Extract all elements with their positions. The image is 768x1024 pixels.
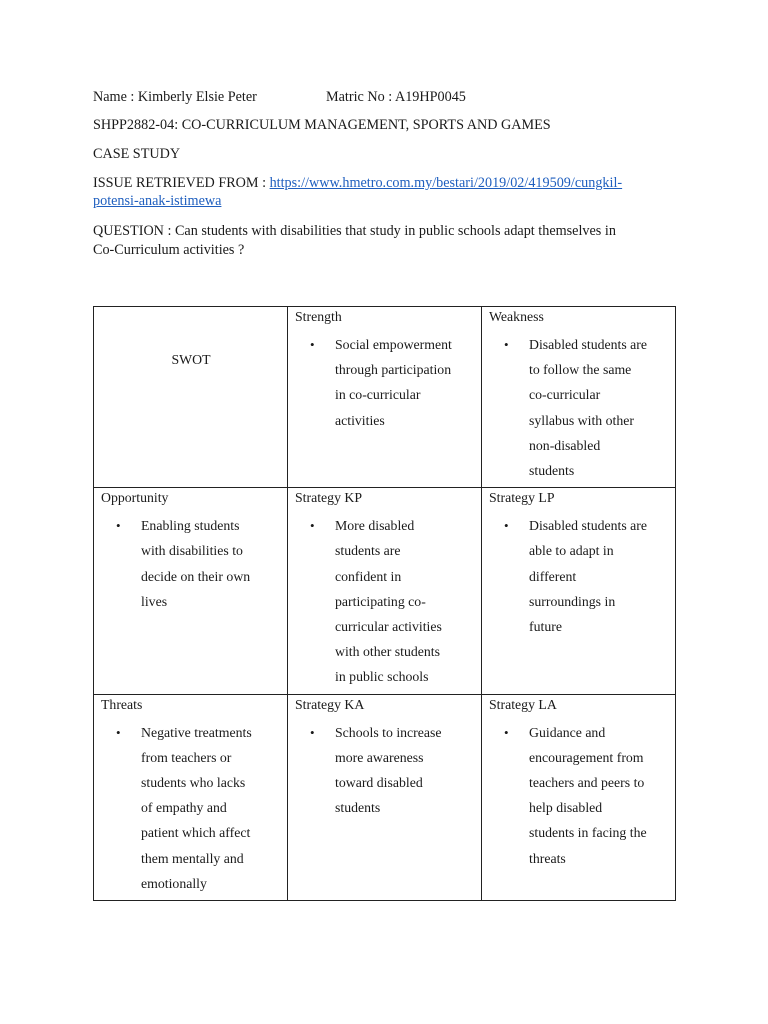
- issue-source-line-2: [93, 192, 221, 211]
- list-item: [489, 720, 669, 871]
- list-line: encouragement from: [529, 749, 644, 765]
- name-text: Name : Kimberly Elsie Peter: [93, 89, 257, 105]
- weakness-cell: [482, 307, 676, 488]
- list-line: Enabling students: [141, 518, 240, 534]
- list-line: more awareness: [335, 749, 424, 765]
- case-study-heading: CASE STUDY: [93, 146, 181, 162]
- list-line: in co-curricular: [335, 387, 421, 403]
- list-line: with other students: [335, 644, 440, 660]
- list-line: confident in: [335, 568, 402, 584]
- opportunity-cell: [94, 488, 288, 694]
- weakness-title: Weakness: [489, 309, 544, 324]
- student-name: [93, 88, 257, 107]
- list-line: with disabilities to: [141, 543, 243, 559]
- weakness-list: [489, 332, 669, 483]
- list-item: [489, 513, 669, 639]
- list-line: students: [335, 800, 381, 816]
- list-item: [295, 332, 475, 433]
- swot-row-header: [94, 307, 676, 488]
- strategy-lp-title: Strategy LP: [489, 490, 555, 506]
- list-line: Social empowerment: [335, 337, 452, 352]
- list-line: More disabled: [335, 518, 415, 534]
- swot-corner-cell: [94, 307, 288, 488]
- list-line: future: [529, 619, 562, 635]
- list-line: Guidance and: [529, 724, 606, 740]
- strategy-la-title: Strategy LA: [489, 696, 557, 712]
- list-line: decide on their own: [141, 568, 251, 584]
- matric-text: Matric No : A19HP0045: [326, 89, 466, 105]
- strength-list: [295, 332, 475, 433]
- list-line: help disabled: [529, 800, 603, 816]
- list-line: teachers and peers to: [529, 775, 645, 791]
- list-line: participating co-: [335, 593, 426, 609]
- strategy-la-list: [489, 720, 669, 871]
- list-line: through participation: [335, 362, 452, 378]
- list-line: students in facing the: [529, 825, 647, 841]
- list-item: [101, 720, 281, 896]
- strategy-kp-title: Strategy KP: [295, 490, 363, 506]
- list-line: Schools to increase: [335, 724, 442, 740]
- list-line: patient which affect: [141, 825, 251, 841]
- opportunity-list: [101, 513, 281, 614]
- list-line: curricular activities: [335, 619, 442, 635]
- strategy-kp-cell: [288, 488, 482, 694]
- issue-source-line: [93, 174, 622, 193]
- issue-url-link-continued[interactable]: potensi-anak-istimewa: [93, 193, 222, 209]
- threats-cell: [94, 694, 288, 900]
- course-title: SHPP2882-04: CO-CURRICULUM MANAGEMENT, SPORTS AND GAMES: [93, 117, 551, 133]
- question-line-1: QUESTION : Can students with disabilities that study in public schools adapt themselves in: [93, 223, 616, 239]
- strategy-ka-cell: [288, 694, 482, 900]
- list-line: emotionally: [141, 875, 207, 891]
- list-line: them mentally and: [141, 850, 244, 866]
- strategy-kp-list: [295, 513, 475, 689]
- strategy-la-cell: [482, 694, 676, 900]
- list-line: in public schools: [335, 669, 429, 685]
- question-line-2: Co-Curriculum activities ?: [93, 242, 245, 258]
- list-line: of empathy and: [141, 800, 227, 816]
- swot-row-opportunity: [94, 488, 676, 694]
- list-line: able to adapt in: [529, 543, 614, 559]
- list-item: [101, 513, 281, 614]
- list-line: different: [529, 568, 577, 584]
- swot-table: [93, 306, 676, 901]
- strategy-ka-list: [295, 720, 475, 821]
- list-line: from teachers or: [141, 749, 232, 765]
- list-line: threats: [529, 850, 566, 866]
- list-line: students who lacks: [141, 775, 246, 791]
- list-line: Disabled students are: [529, 337, 648, 352]
- list-line: non-disabled: [529, 437, 601, 453]
- list-line: toward disabled: [335, 775, 423, 791]
- list-line: activities: [335, 412, 385, 428]
- issue-url-link[interactable]: https://www.hmetro.com.my/bestari/2019/02/419509/cungkil-: [269, 175, 623, 191]
- list-line: to follow the same: [529, 362, 632, 378]
- list-line: co-curricular: [529, 387, 601, 403]
- list-item: [295, 513, 475, 689]
- list-line: students: [529, 463, 575, 479]
- threats-list: [101, 720, 281, 896]
- list-line: lives: [141, 593, 168, 609]
- strength-title: Strength: [295, 309, 342, 324]
- strength-cell: [288, 307, 482, 488]
- strategy-lp-list: [489, 513, 669, 639]
- list-item: [295, 720, 475, 821]
- threats-title: Threats: [101, 696, 143, 712]
- strategy-lp-cell: [482, 488, 676, 694]
- list-line: Disabled students are: [529, 518, 648, 534]
- list-line: Negative treatments: [141, 724, 252, 740]
- list-line: surroundings in: [529, 593, 616, 609]
- matric-number: [326, 88, 466, 107]
- list-item: [489, 332, 669, 483]
- strategy-ka-title: Strategy KA: [295, 696, 365, 712]
- list-line: students are: [335, 543, 401, 559]
- swot-row-threats: [94, 694, 676, 900]
- list-line: syllabus with other: [529, 412, 634, 428]
- opportunity-title: Opportunity: [101, 490, 169, 506]
- swot-label: SWOT: [171, 352, 211, 367]
- issue-prefix: ISSUE RETRIEVED FROM :: [93, 175, 270, 191]
